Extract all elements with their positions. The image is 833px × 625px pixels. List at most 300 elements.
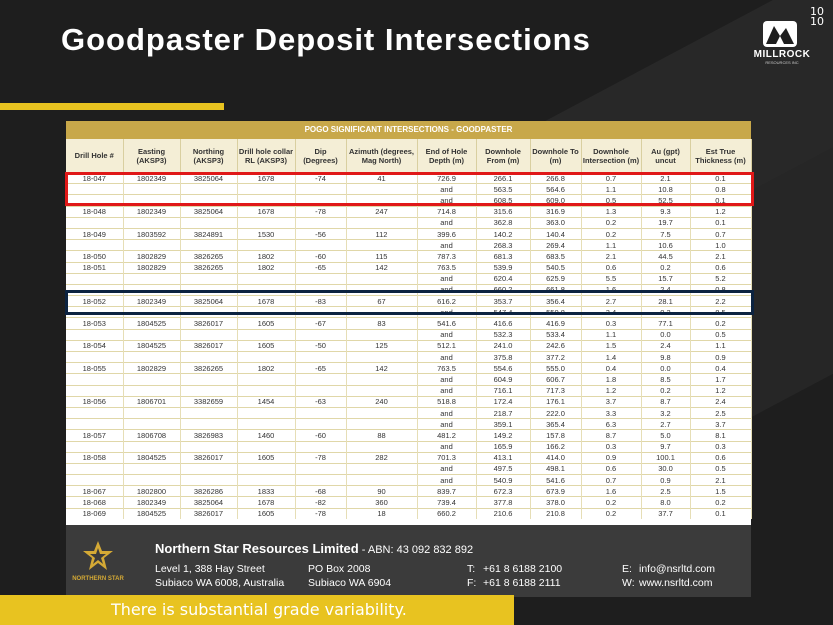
table-cell — [123, 441, 180, 452]
table-cell: 18-053 — [66, 318, 123, 329]
table-cell: 2.5 — [641, 486, 690, 497]
table-cell: 125 — [346, 340, 417, 351]
street-address — [155, 562, 284, 590]
table-cell: 149.2 — [476, 430, 530, 441]
table-cell: 683.5 — [530, 251, 581, 262]
table-cell: -82 — [295, 497, 346, 508]
table-cell: 554.6 — [476, 363, 530, 374]
table-row — [66, 508, 751, 519]
table-cell: 2.1 — [690, 475, 751, 486]
table-cell: 414.0 — [530, 452, 581, 463]
table-cell: 1802349 — [123, 296, 180, 307]
table-cell: 625.9 — [530, 273, 581, 284]
table-row — [66, 407, 751, 418]
table-cell: 0.9 — [690, 352, 751, 363]
table-cell: 88 — [346, 430, 417, 441]
table-cell — [346, 217, 417, 228]
page-number-top: 10 — [810, 5, 824, 18]
table-cell: and — [417, 407, 476, 418]
table-cell — [180, 463, 237, 474]
table-header-cell: Downhole From (m) — [476, 139, 530, 173]
table-cell: 210.6 — [476, 508, 530, 519]
table-cell — [346, 240, 417, 251]
table-cell: and — [417, 217, 476, 228]
table-cell: 377.8 — [476, 497, 530, 508]
table-row — [66, 352, 751, 363]
table-cell — [346, 475, 417, 486]
table-cell: 0.9 — [581, 452, 641, 463]
table-cell: and — [417, 307, 476, 318]
table-cell: 763.5 — [417, 363, 476, 374]
table-cell: 399.6 — [417, 228, 476, 239]
table-cell: 0.5 — [690, 463, 751, 474]
table-row — [66, 228, 751, 239]
table-cell: 726.9 — [417, 173, 476, 184]
table-cell: 673.9 — [530, 486, 581, 497]
table-row — [66, 273, 751, 284]
table-cell: 563.5 — [476, 184, 530, 195]
footer-logo-text: NORTHERN STAR — [72, 576, 124, 582]
table-cell: 18-056 — [66, 396, 123, 407]
table-cell: 0.6 — [690, 262, 751, 273]
table-cell: 498.1 — [530, 463, 581, 474]
accent-bar — [0, 103, 224, 110]
table-cell: -68 — [295, 486, 346, 497]
table-row — [66, 363, 751, 374]
table-cell: 2.1 — [641, 173, 690, 184]
table-cell — [237, 441, 295, 452]
table-cell: 1804525 — [123, 508, 180, 519]
table-cell: 362.8 — [476, 217, 530, 228]
table-cell: 19.7 — [641, 217, 690, 228]
table-row — [66, 396, 751, 407]
page-number-bottom: 10 — [810, 15, 824, 28]
table-cell: 1.1 — [581, 329, 641, 340]
table-cell: 609.0 — [530, 195, 581, 206]
table-cell: 564.6 — [530, 184, 581, 195]
contact-values — [639, 562, 715, 590]
table-cell: 672.3 — [476, 486, 530, 497]
table-row — [66, 217, 751, 228]
table-cell: -78 — [295, 206, 346, 217]
table-cell — [237, 240, 295, 251]
table-cell: 247 — [346, 206, 417, 217]
table-cell — [123, 240, 180, 251]
table-cell: 172.4 — [476, 396, 530, 407]
logo-name: MILLROCK — [753, 49, 811, 60]
table-cell: 2.1 — [581, 251, 641, 262]
table-cell: 90 — [346, 486, 417, 497]
table-cell — [123, 475, 180, 486]
slide-title: Goodpaster Deposit Intersections — [61, 22, 591, 57]
table-cell: -78 — [295, 508, 346, 519]
table-cell — [346, 385, 417, 396]
table-cell: 3825064 — [180, 497, 237, 508]
table-cell: 1802829 — [123, 262, 180, 273]
phone-labels — [467, 562, 476, 590]
table-cell: 787.3 — [417, 251, 476, 262]
table-cell: 18-069 — [66, 508, 123, 519]
table-cell — [346, 463, 417, 474]
table-header-cell: Downhole Intersection (m) — [581, 139, 641, 173]
table-cell: 18-047 — [66, 173, 123, 184]
table-cell: 0.4 — [690, 363, 751, 374]
table-cell: 165.9 — [476, 441, 530, 452]
table-cell: -67 — [295, 318, 346, 329]
table-cell: 3.7 — [690, 419, 751, 430]
table-cell: -78 — [295, 452, 346, 463]
po-line1: PO Box 2008 — [308, 563, 371, 575]
table-cell: 608.5 — [476, 195, 530, 206]
table-cell: 52.5 — [641, 195, 690, 206]
table-cell: 0.2 — [641, 307, 690, 318]
table-cell: 140.4 — [530, 228, 581, 239]
table-cell: 1802 — [237, 262, 295, 273]
table-cell: 142 — [346, 262, 417, 273]
table-cell: 540.9 — [476, 475, 530, 486]
table-cell: -65 — [295, 262, 346, 273]
table-cell: 0.0 — [641, 363, 690, 374]
table-cell: -74 — [295, 173, 346, 184]
table-cell: and — [417, 195, 476, 206]
table-cell — [237, 385, 295, 396]
table-cell: 1.2 — [581, 385, 641, 396]
table-cell: 2.7 — [641, 419, 690, 430]
table-cell — [295, 217, 346, 228]
table-cell: -50 — [295, 340, 346, 351]
phone-label: T: — [467, 563, 476, 575]
table-cell: 0.9 — [641, 475, 690, 486]
table-cell: 378.0 — [530, 497, 581, 508]
table-cell — [237, 217, 295, 228]
table-cell: 18-054 — [66, 340, 123, 351]
table-row — [66, 441, 751, 452]
table-cell: 241.0 — [476, 340, 530, 351]
table-cell — [346, 352, 417, 363]
table-cell — [346, 441, 417, 452]
table-cell: 512.1 — [417, 340, 476, 351]
table-cell: 533.4 — [530, 329, 581, 340]
table-cell: 100.1 — [641, 452, 690, 463]
address-line1: Level 1, 388 Hay Street — [155, 563, 265, 575]
table-cell: 5.5 — [581, 273, 641, 284]
phone-number: +61 8 6188 2100 — [483, 563, 563, 575]
table-cell: 0.8 — [690, 184, 751, 195]
table-cell: 532.3 — [476, 329, 530, 340]
table-header-cell: Azimuth (degrees, Mag North) — [346, 139, 417, 173]
table-cell — [295, 329, 346, 340]
table-cell — [295, 385, 346, 396]
table-cell: 18-057 — [66, 430, 123, 441]
table-cell: 266.8 — [530, 173, 581, 184]
table-cell — [66, 419, 123, 430]
table-cell: 1802800 — [123, 486, 180, 497]
table-cell: 18-049 — [66, 228, 123, 239]
company-abn: - ABN: 43 092 832 892 — [358, 544, 474, 556]
table-cell: 661.8 — [530, 284, 581, 295]
table-cell: 83 — [346, 318, 417, 329]
table-cell — [66, 385, 123, 396]
millrock-logo — [752, 18, 812, 64]
table-cell: 240 — [346, 396, 417, 407]
table-cell: 44.5 — [641, 251, 690, 262]
table-cell — [123, 407, 180, 418]
table-cell: 18-050 — [66, 251, 123, 262]
table-cell: 1.3 — [581, 206, 641, 217]
table-cell: 3.3 — [581, 407, 641, 418]
table-cell — [123, 273, 180, 284]
table-row — [66, 419, 751, 430]
table-cell: 3825064 — [180, 173, 237, 184]
millrock-mountain-icon — [762, 20, 798, 48]
table-cell: 413.1 — [476, 452, 530, 463]
table-cell — [180, 407, 237, 418]
table-cell: 1803592 — [123, 228, 180, 239]
table-cell: 0.8 — [690, 284, 751, 295]
table-cell: 9.3 — [641, 206, 690, 217]
table-cell: 1802349 — [123, 173, 180, 184]
table-cell: 30.0 — [641, 463, 690, 474]
table-cell — [123, 352, 180, 363]
table-cell: 0.1 — [690, 217, 751, 228]
table-cell: 550.8 — [530, 307, 581, 318]
table-cell: 616.2 — [417, 296, 476, 307]
table-cell: -65 — [295, 363, 346, 374]
table-cell: 1.5 — [581, 340, 641, 351]
table-cell: 6.3 — [581, 419, 641, 430]
table-cell: 416.6 — [476, 318, 530, 329]
table-cell — [237, 463, 295, 474]
table-cell: and — [417, 329, 476, 340]
table-cell: 547.4 — [476, 307, 530, 318]
table-cell: 3.4 — [581, 307, 641, 318]
table-cell: 1804525 — [123, 340, 180, 351]
table-cell: 604.9 — [476, 374, 530, 385]
table-title: POGO SIGNIFICANT INTERSECTIONS - GOODPASTER — [66, 121, 751, 139]
table-header-cell: Dip (Degrees) — [295, 139, 346, 173]
table-cell: 8.1 — [690, 430, 751, 441]
table-header-cell: Au (gpt) uncut — [641, 139, 690, 173]
table-cell: 1802 — [237, 251, 295, 262]
table-cell: 0.2 — [690, 318, 751, 329]
table-cell: 112 — [346, 228, 417, 239]
table-row — [66, 463, 751, 474]
table-cell — [237, 374, 295, 385]
table-cell: 1.7 — [690, 374, 751, 385]
table-cell: 353.7 — [476, 296, 530, 307]
table-cell: 9.8 — [641, 352, 690, 363]
table-cell: 0.7 — [581, 173, 641, 184]
table-cell: 2.5 — [690, 407, 751, 418]
table-cell: 7.5 — [641, 228, 690, 239]
table-cell: 140.2 — [476, 228, 530, 239]
table-cell: 1460 — [237, 430, 295, 441]
table-cell: 1.2 — [690, 385, 751, 396]
table-row — [66, 206, 751, 217]
table-cell: 3826983 — [180, 430, 237, 441]
table-cell — [123, 385, 180, 396]
table-cell: 1605 — [237, 340, 295, 351]
table-header-cell: Easting (AKSP3) — [123, 139, 180, 173]
table-cell — [66, 329, 123, 340]
table-cell: 18-052 — [66, 296, 123, 307]
table-cell — [295, 352, 346, 363]
table-row — [66, 318, 751, 329]
table-cell: 0.2 — [581, 497, 641, 508]
table-cell — [346, 273, 417, 284]
table-cell: 67 — [346, 296, 417, 307]
table-cell: 3826265 — [180, 262, 237, 273]
table-cell — [295, 475, 346, 486]
fax-number: +61 8 6188 2111 — [483, 577, 561, 589]
table-cell — [180, 441, 237, 452]
table-cell: 210.8 — [530, 508, 581, 519]
table-cell: 0.7 — [581, 475, 641, 486]
table-cell: and — [417, 385, 476, 396]
table-cell — [237, 475, 295, 486]
table-header-cell: Downhole To (m) — [530, 139, 581, 173]
table-cell: and — [417, 441, 476, 452]
table-cell: 1.6 — [581, 284, 641, 295]
table-cell: 3382659 — [180, 396, 237, 407]
table-cell: 3826286 — [180, 486, 237, 497]
table-cell: 0.6 — [690, 452, 751, 463]
table-cell — [66, 475, 123, 486]
table-cell: 363.0 — [530, 217, 581, 228]
table-cell — [66, 441, 123, 452]
table-cell — [180, 240, 237, 251]
table-cell: 3825064 — [180, 206, 237, 217]
table-body — [66, 173, 751, 519]
email-label: E: — [622, 563, 632, 575]
table-cell — [66, 273, 123, 284]
table-cell: 0.6 — [581, 463, 641, 474]
company-name-text: Northern Star Resources Limited — [155, 541, 359, 556]
table-cell: and — [417, 374, 476, 385]
table-cell — [123, 374, 180, 385]
table-row — [66, 452, 751, 463]
table-cell: 1804525 — [123, 318, 180, 329]
table-cell — [123, 419, 180, 430]
banner-text: There is substantial grade variability. — [111, 600, 407, 619]
table-cell — [180, 374, 237, 385]
table-cell: 3825064 — [180, 296, 237, 307]
table-cell — [180, 273, 237, 284]
table-cell: 660.2 — [417, 508, 476, 519]
table-cell: 8.7 — [641, 396, 690, 407]
table-cell: 716.1 — [476, 385, 530, 396]
table-cell: 1605 — [237, 452, 295, 463]
table-cell: 9.7 — [641, 441, 690, 452]
table-cell: 3826017 — [180, 452, 237, 463]
table-cell: and — [417, 475, 476, 486]
table-cell — [123, 217, 180, 228]
table-cell: 681.3 — [476, 251, 530, 262]
table-cell: 3.7 — [581, 396, 641, 407]
table-cell: 555.0 — [530, 363, 581, 374]
table-cell: 157.8 — [530, 430, 581, 441]
table-row — [66, 497, 751, 508]
table-cell: 222.0 — [530, 407, 581, 418]
table-cell: 18-051 — [66, 262, 123, 273]
table-cell: 316.9 — [530, 206, 581, 217]
table-cell: 701.3 — [417, 452, 476, 463]
highlight-box-red — [65, 172, 754, 206]
table-cell — [180, 419, 237, 430]
table-cell: -60 — [295, 430, 346, 441]
footer — [66, 525, 751, 597]
table-cell: 1.5 — [690, 486, 751, 497]
table-cell: 41 — [346, 173, 417, 184]
table-cell: 8.5 — [690, 307, 751, 318]
table-cell: 497.5 — [476, 463, 530, 474]
table-cell — [346, 374, 417, 385]
table-cell — [295, 374, 346, 385]
table-cell: 0.5 — [581, 195, 641, 206]
table-cell: 3824891 — [180, 228, 237, 239]
table-cell: and — [417, 352, 476, 363]
table-cell: 1802 — [237, 363, 295, 374]
table-header-cell: Est True Thickness (m) — [690, 139, 751, 173]
table-cell: 416.9 — [530, 318, 581, 329]
table-cell: 5.0 — [641, 430, 690, 441]
table-cell: 2.2 — [690, 296, 751, 307]
table-cell: -83 — [295, 296, 346, 307]
table-cell — [180, 352, 237, 363]
table-cell: 1678 — [237, 296, 295, 307]
table-cell: 0.2 — [690, 497, 751, 508]
table-cell: 3.2 — [641, 407, 690, 418]
table-cell — [66, 407, 123, 418]
po-line2: Subiaco WA 6904 — [308, 577, 392, 589]
table-cell: 1.0 — [690, 240, 751, 251]
table-cell: 166.2 — [530, 441, 581, 452]
table-cell: 3826017 — [180, 318, 237, 329]
table-cell — [346, 407, 417, 418]
table-row — [66, 475, 751, 486]
table-cell: 359.1 — [476, 419, 530, 430]
table-row — [66, 329, 751, 340]
table-cell: 10.8 — [641, 184, 690, 195]
table-cell — [295, 463, 346, 474]
table-cell: 18-067 — [66, 486, 123, 497]
table-cell: 1806701 — [123, 396, 180, 407]
bottom-banner — [0, 595, 514, 625]
fax-label: F: — [467, 577, 477, 589]
table-cell — [66, 217, 123, 228]
table-cell: 1678 — [237, 497, 295, 508]
table-cell: 481.2 — [417, 430, 476, 441]
table-cell: 2.1 — [690, 251, 751, 262]
table-cell: 0.2 — [641, 262, 690, 273]
table-header-cell: End of Hole Depth (m) — [417, 139, 476, 173]
table-cell: 540.5 — [530, 262, 581, 273]
contact-labels — [622, 562, 635, 590]
table-cell: 620.4 — [476, 273, 530, 284]
table-cell: 2.4 — [641, 340, 690, 351]
table-cell: 539.9 — [476, 262, 530, 273]
table-cell: 115 — [346, 251, 417, 262]
table-cell: 0.2 — [581, 217, 641, 228]
table-cell — [123, 329, 180, 340]
table-cell: 1.4 — [581, 352, 641, 363]
table-cell: and — [417, 463, 476, 474]
table-cell: 375.8 — [476, 352, 530, 363]
table-cell: 0.3 — [581, 318, 641, 329]
table-header-cell: Drill Hole # — [66, 139, 123, 173]
web-link: www.nsrltd.com — [639, 577, 713, 589]
highlight-box-navy — [65, 290, 754, 315]
